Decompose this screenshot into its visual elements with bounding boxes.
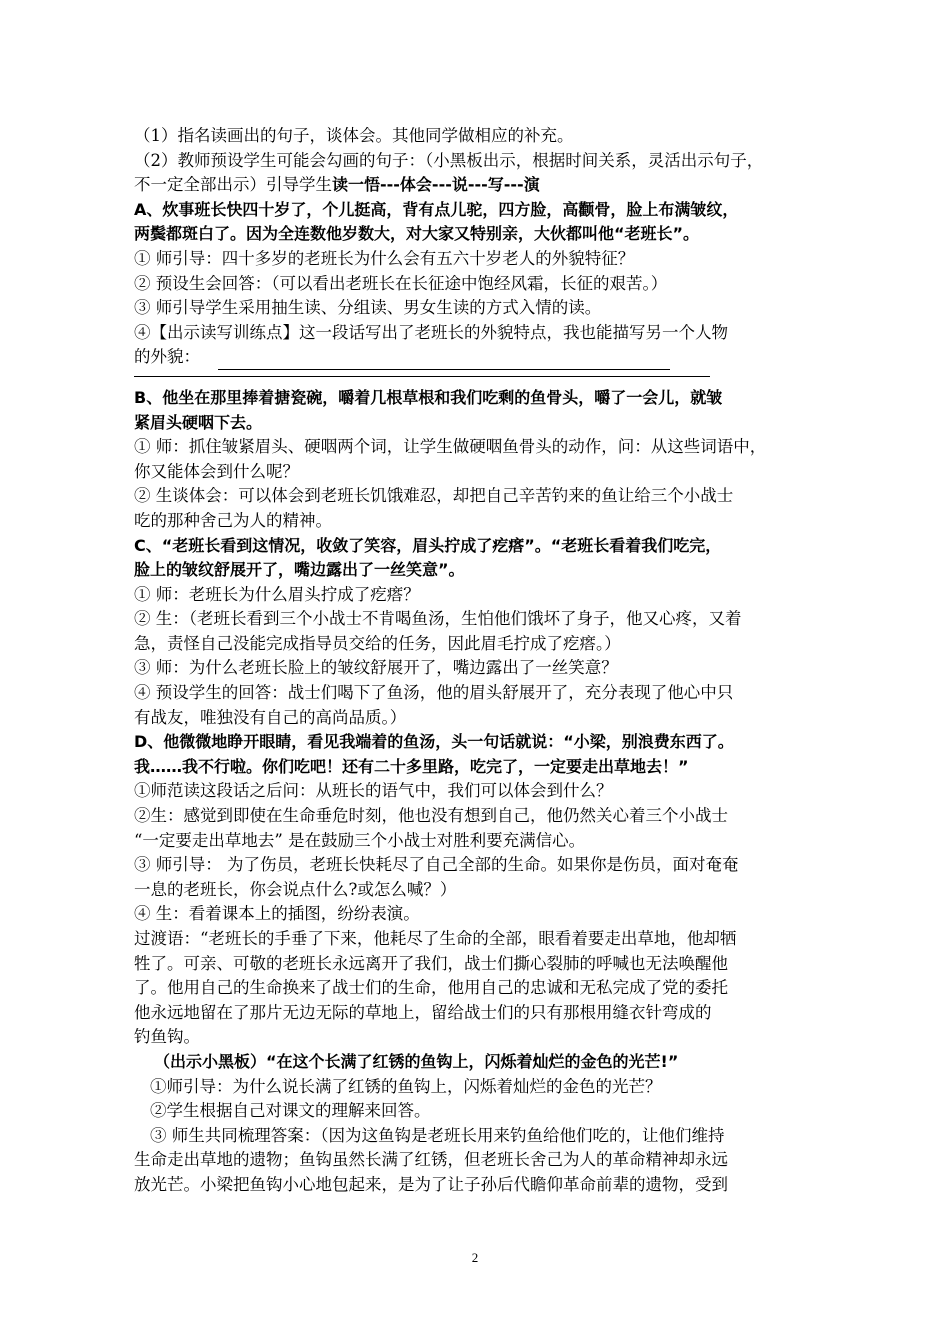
paragraph-line: ①师引导：为什么说长满了红锈的鱼钩上，闪烁着灿烂的金色的光芒？ <box>150 1076 662 1096</box>
paragraph-line: 吃的那种舍己为人的精神。 <box>134 510 332 530</box>
paragraph-line: 生命走出草地的遗物；鱼钩虽然长满了红锈，但老班长舍己为人的革命精神却永远 <box>134 1150 728 1170</box>
paragraph-line: ④【出示读写训练点】这一段话写出了老班长的外貌特点，我也能描写另一个人物 <box>134 322 728 342</box>
paragraph-line: ② 生谈体会：可以体会到老班长饥饿难忍，却把自己辛苦钓来的鱼让给三个小战士 <box>134 486 734 506</box>
paragraph-line: （2）教师预设学生可能会勾画的句子：（小黑板出示，根据时间关系，灵活出示句子， <box>134 150 764 170</box>
paragraph-line: ① 师：抓住皱紧眉头、硬咽两个词，让学生做硬咽鱼骨头的动作，问：从这些词语中， <box>134 437 767 457</box>
quote-c-line: 脸上的皱纹舒展开了，嘴边露出了一丝笑意”。 <box>134 560 465 580</box>
page-number: 2 <box>471 1250 479 1265</box>
transition-line: 了。他用自己的生命换来了战士们的生命，他用自己的忠诚和无私完成了党的委托 <box>134 978 728 998</box>
paragraph-line: ③ 师生共同梳理答案：（因为这鱼钩是老班长用来钓鱼给他们吃的，让他们维持 <box>150 1125 725 1145</box>
quote-d-line: 我……我不行啦。你们吃吧！还有二十多里路，吃完了，一定要走出草地去！” <box>134 756 689 776</box>
transition-line: 他永远地留在了那片无边无际的草地上，留给战士们的只有那根用缝衣针弯成的 <box>134 1002 712 1022</box>
transition-line: 牲了。可亲、可敬的老班长永远离开了我们，战士们撕心裂肺的呼喊也无法唤醒他 <box>134 953 728 973</box>
paragraph-line: 一息的老班长，你会说点什么?或怎么喊？） <box>134 879 457 899</box>
paragraph-line: ② 生：（老班长看到三个小战士不肯喝鱼汤，生怕他们饿坏了身子，他又心疼，又着 <box>134 609 742 629</box>
paragraph-line: ① 师引导：四十多岁的老班长为什么会有五六十岁老人的外貌特征？ <box>134 248 635 268</box>
paragraph-line: 有战友，唯独没有自己的高尚品质。） <box>134 707 407 727</box>
paragraph-line: ①师范读这段话之后问：从班长的语气中，我们可以体会到什么？ <box>134 781 613 801</box>
paragraph-line: 的外貌： <box>134 345 824 370</box>
bold-method-chain: 读一悟---体会---说---写---演 <box>332 175 540 195</box>
paragraph-line: （1）指名读画出的句子，谈体会。其他同学做相应的补充。 <box>134 126 574 145</box>
paragraph-line: ④ 预设学生的回答：战士们喝下了鱼汤，他的眉头舒展开了，充分表现了他心中只 <box>134 683 734 703</box>
transition-line: 过渡语：“老班长的手垂了下来，他耗尽了生命的全部，眼看着要走出草地，他却牺 <box>134 929 737 948</box>
paragraph-line: 放光芒。小梁把鱼钩小心地包起来，是为了让子孙后代瞻仰革命前辈的遗物，受到 <box>134 1174 728 1194</box>
quote-a-line: 两鬓都斑白了。因为全连数他岁数大，对大家又特别亲，大伙都叫他“老班长”。 <box>134 224 700 244</box>
fill-in-blank-line <box>218 351 670 370</box>
quote-a-line: A、炊事班长快四十岁了，个儿挺高，背有点儿驼，四方脸，高颧骨，脸上布满皱纹， <box>134 199 739 219</box>
paragraph-line: “一定要走出草地去” 是在鼓励三个小战士对胜利要充满信心。 <box>134 830 586 850</box>
paragraph-line: ②生：感觉到即使在生命垂危时刻，他也没有想到自己，他仍然关心着三个小战士 <box>134 806 728 826</box>
paragraph-line: ③ 师引导： 为了伤员，老班长快耗尽了自己全部的生命。如果你是伤员，面对奄奄 <box>134 855 739 875</box>
blackboard-quote: （出示小黑板）“在这个长满了红锈的鱼钩上，闪烁着灿烂的金色的光芒!” <box>154 1051 679 1071</box>
quote-b-line: B、他坐在那里捧着搪瓷碗，嚼着几根草根和我们吃剩的鱼骨头，嚼了一会儿，就皱 <box>134 387 723 407</box>
document-body <box>134 124 824 1198</box>
paragraph-line: ②学生根据自己对课文的理解来回答。 <box>150 1101 431 1121</box>
paragraph-line: 急，责怪自己没能完成指导员交给的任务，因此眉毛拧成了疙瘩。） <box>134 633 621 653</box>
transition-line: 钓鱼钩。 <box>134 1027 200 1047</box>
quote-b-line: 紧眉头硬咽下去。 <box>134 412 263 432</box>
paragraph-line: ③ 师引导学生采用抽生读、分组读、男女生读的方式入情的读。 <box>134 298 602 318</box>
paragraph-line: 不一定全部出示）引导学生读一悟---体会---说---写---演 <box>134 175 540 195</box>
paragraph-line: ④ 生：看着课本上的插图，纷纷表演。 <box>134 904 420 924</box>
paragraph-line: 你又能体会到什么呢？ <box>134 461 299 481</box>
quote-d-line: D、他微微地睁开眼睛，看见我端着的鱼汤，头一句话就说：“小梁，别浪费东西了。 <box>134 732 734 752</box>
quote-c-line: C、“老班长看到这情况，收敛了笑容，眉头拧成了疙瘩”。“老班长看着我们吃完， <box>134 535 722 555</box>
paragraph-line: ③ 师：为什么老班长脸上的皱纹舒展开了，嘴边露出了一丝笑意？ <box>134 658 618 678</box>
paragraph-line: ① 师：老班长为什么眉头拧成了疙瘩？ <box>134 584 420 604</box>
fill-in-blank-rule <box>134 370 824 386</box>
paragraph-line: ② 预设生会回答：（可以看出老班长在长征途中饱经风霜，长征的艰苦。） <box>134 273 668 293</box>
